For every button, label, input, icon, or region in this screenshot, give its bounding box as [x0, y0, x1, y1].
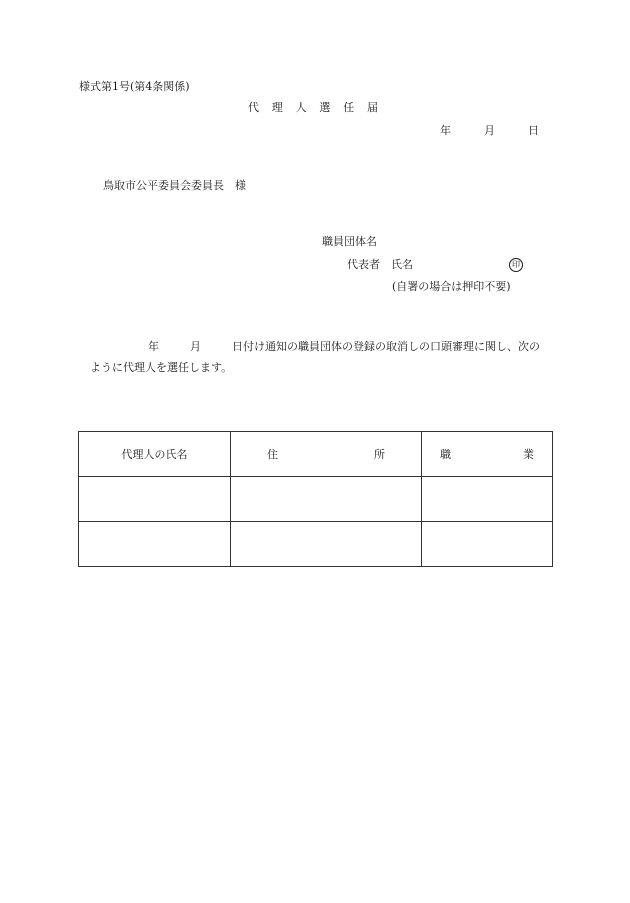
form-number: 様式第1号(第4条関係) — [79, 80, 190, 93]
cell-address[interactable] — [231, 522, 422, 567]
date-month: 月 — [484, 124, 495, 137]
agent-table — [78, 431, 553, 567]
date-year: 年 — [440, 124, 451, 137]
form-title — [248, 101, 378, 115]
cell-agent-name[interactable] — [79, 522, 231, 567]
header-occupation-char: 職 — [440, 448, 451, 461]
header-occupation — [422, 432, 553, 477]
addressee: 鳥取市公平委員会委員長 様 — [103, 179, 246, 192]
body-text-line2: ように代理人を選任します。 — [90, 361, 233, 374]
header-address — [231, 432, 422, 477]
cell-address[interactable] — [231, 477, 422, 522]
body-text-line1 — [148, 340, 540, 354]
cell-occupation[interactable] — [422, 477, 553, 522]
cell-occupation[interactable] — [422, 522, 553, 567]
header-occupation-char: 業 — [523, 448, 534, 461]
title-char: 理 — [271, 101, 283, 114]
org-name-label: 職員団体名 — [322, 235, 377, 248]
cell-agent-name[interactable] — [79, 477, 231, 522]
table-row — [79, 522, 553, 567]
title-char: 人 — [295, 101, 307, 114]
seal-note: (自署の場合は押印不要) — [392, 280, 511, 293]
date-day: 日 — [528, 124, 539, 137]
title-char: 代 — [248, 101, 259, 114]
body-sentence: 日付け通知の職員団体の登録の取消しの口頭審理に関し、次の — [232, 340, 540, 353]
header-agent-name: 代理人の氏名 — [79, 432, 231, 477]
title-char: 選 — [319, 101, 331, 114]
header-address-char: 所 — [374, 448, 385, 461]
table-header-row — [79, 432, 553, 477]
seal-mark: 印 — [509, 258, 523, 272]
title-char: 届 — [366, 101, 378, 114]
date-line — [440, 124, 539, 138]
body-month: 月 — [190, 340, 201, 353]
table-row — [79, 477, 553, 522]
header-address-char: 住 — [267, 448, 278, 461]
representative-label: 代表者 氏名 — [347, 258, 413, 271]
body-year: 年 — [148, 340, 159, 353]
title-char: 任 — [343, 101, 355, 114]
